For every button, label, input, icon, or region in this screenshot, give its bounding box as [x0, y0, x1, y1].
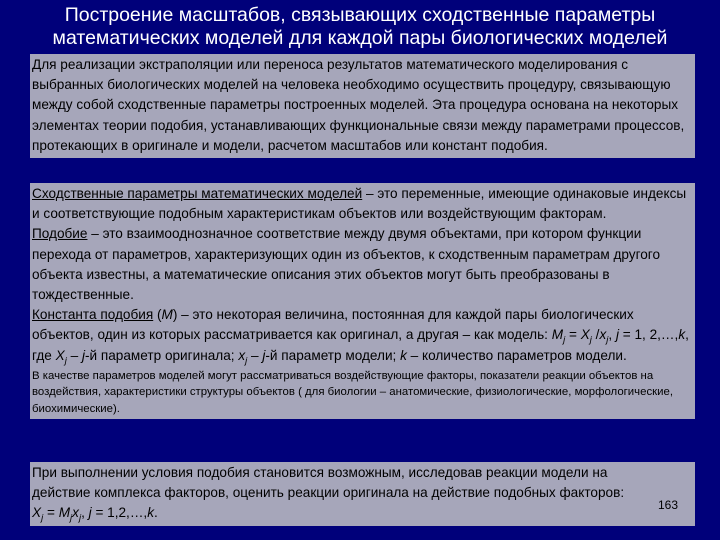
f1-j7: j: [262, 347, 266, 363]
f1-x2: x: [238, 347, 246, 363]
definition-similarity: [32, 224, 693, 305]
f2-M: M: [58, 505, 71, 521]
f1-k2: k: [400, 347, 407, 363]
term-similarity-constant: Константа подобия: [32, 307, 154, 323]
title-line-1: Построение масштабов, связывающих сходственные параметры: [64, 4, 656, 26]
paren-open: (: [153, 307, 162, 323]
definition-similarity-constant: [32, 305, 693, 366]
page-number: 163: [657, 498, 678, 512]
f2-sep: ,: [81, 505, 89, 521]
f1-M: M: [551, 327, 564, 343]
symbol-m: M: [161, 307, 173, 323]
f2-range: = 1,2,…,: [91, 505, 148, 521]
f1-desc-original: -й параметр оригинала;: [84, 347, 239, 363]
conclusion-block: [30, 462, 695, 526]
f1-sub-j6: j: [245, 355, 248, 367]
f1-desc-count: – количество параметров модели.: [406, 347, 627, 363]
f2-eq: =: [43, 505, 59, 521]
formula-original: [32, 505, 158, 525]
f1-eq: =: [565, 327, 581, 343]
f2-X: X: [32, 505, 42, 521]
term-similarity: Подобие: [32, 226, 88, 242]
f2-jvar: j: [88, 505, 92, 521]
f2-x: x: [72, 505, 79, 521]
f1-comma: ,: [608, 327, 616, 343]
conclusion-text: При выполнении условия подобия становится возможным, исследовав реакции модели на действие комплекса факторов, оценить реакции оригинала на действие подобных факторов:: [32, 465, 625, 501]
f1-j5: j: [81, 347, 85, 363]
formula-constant: [551, 327, 686, 347]
f2-sub-j: j: [41, 513, 44, 525]
f1-X: X: [580, 327, 590, 343]
intro-block: [30, 54, 695, 158]
f1-slash: /: [591, 327, 600, 343]
f1-sub-j3: j: [606, 335, 609, 347]
f1-sub-j: j: [563, 335, 566, 347]
definition-similar-parameters: [32, 184, 693, 224]
intro-paragraph: Для реализации экстраполяции или переноса результатов математического моделирования с выбранных биологических моделей на человека необходимо осуществить процедуру, связывающую между собой сходственные параметры построенных моделей. Эта процедура основана на некоторых элементах теории подобия, устанавливающих функциональные связи между параметрами процессов, протекающих в оригинале и модели, расчетом масштабов или констант подобия.: [32, 57, 685, 153]
conclusion-paragraph: [32, 463, 625, 524]
f1-range: = 1, 2,…,: [618, 327, 679, 343]
definition-constant-text: ) – это некоторая величина, постоянная для каждой пары биологических объектов, один из которых рассматривается как оригинал, а другая – как модель:: [32, 307, 634, 343]
f2-sub-j3: j: [78, 513, 82, 525]
f1-where: , где: [32, 327, 689, 363]
f2-k: k: [147, 505, 155, 521]
f1-sub-j4: j: [64, 355, 67, 367]
f1-dash2: –: [247, 347, 263, 363]
f1-X2: X: [55, 347, 65, 363]
f2-sub-j2: j: [70, 513, 73, 525]
definition-similarity-text: – это взаимооднозначное соответствие между двумя объектами, при котором функции перехода от параметров, характеризующих один из объектов, к сходственным параметрам другого объекта известны, а математические описания этих объектов могут быть преобразованы в тождественные.: [32, 226, 661, 303]
factors-note: В качестве параметров моделей могут рассматриваться воздействующие факторы, показатели реакции объектов на воздействия, характеристики структуры объектов ( для биологии – анатомические, физиологические, морфологические, биохимические).: [32, 369, 673, 415]
f1-x: x: [599, 327, 607, 343]
term-similar-parameters: Сходственные параметры математических моделей: [32, 186, 363, 201]
title-line-2: математических моделей для каждой пары биологических моделей: [52, 27, 668, 49]
definitions-block: [30, 183, 695, 419]
f1-dash: –: [66, 347, 82, 363]
f1-jvar: j: [615, 327, 619, 343]
definition-similar-text: – это переменные, имеющие одинаковые индексы и соответствующие подобным характеристикам объектов или воздействующим факторам.: [32, 186, 687, 222]
f2-end: .: [154, 505, 158, 521]
slide-title: [20, 4, 700, 50]
f1-desc-model: -й параметр модели;: [265, 347, 401, 363]
f1-sub-j2: j: [589, 335, 592, 347]
f1-k: k: [678, 327, 686, 343]
